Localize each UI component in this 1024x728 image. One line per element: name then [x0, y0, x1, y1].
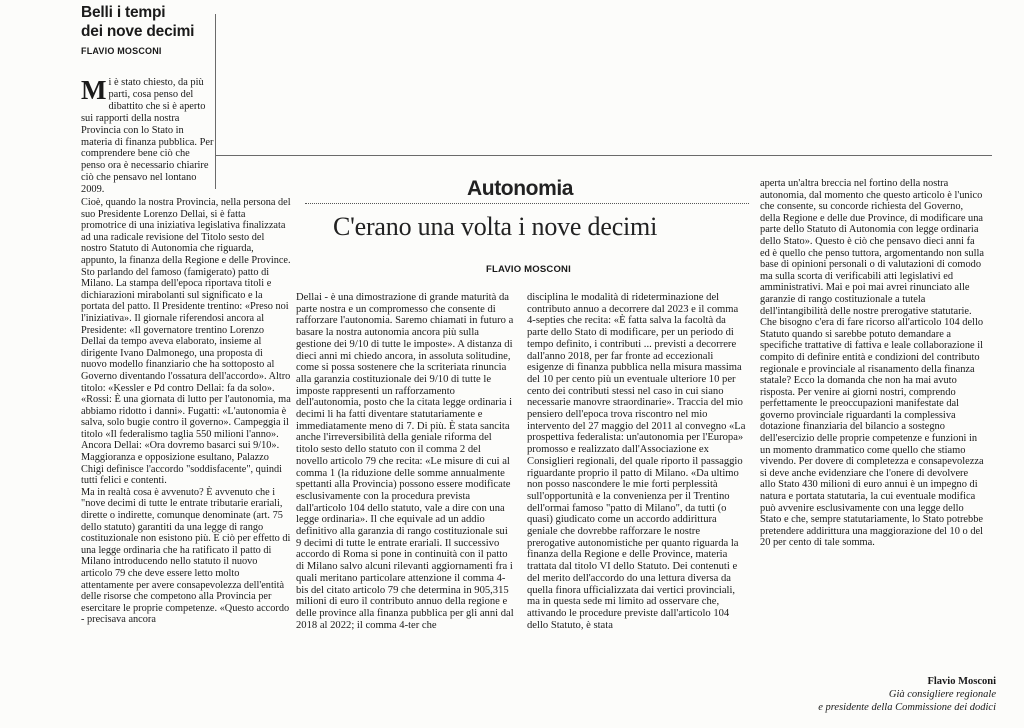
- article-column-2: disciplina le modalità di rideterminazione del contributo annuo a decorrere dal 2023 e il comma 4-septies che recita: «È fatta salva la facoltà da parte dello Stato di modificare, per un periodo di tempo definito, i contributi ... previsti a decorrere dall'anno 2018, per far fronte ad eccezionali esigenze di finanza pubblica nella misura massima del 10 per cento più un eventuale ulteriore 10 per cento dei contributi stessi nel caso in cui siano necessarie manovre straordinarie». Traccia del mio pensiero dell'epoca trova riscontro nel mio intervento del 27 maggio del 2011 al convegno «La prospettiva federalista: un'autonomia per l'Europa» promosso e realizzato dall'Associazione ex Consiglieri regionali, del quale riporto il passaggio riguardante proprio il patto di Milano. «Da ultimo non posso nascondere le mie forti perplessità sull'opportunità e la convenienza per il Trentino dell'ormai famoso "patto di Milano", da tutti (o quasi) giudicato come un accordo addirittura geniale che dovrebbe rafforzare le nostre prerogative autonomistiche per quanto riguarda la finanza della Regione e delle Province, materia trattata dal titolo VI dello Statuto. Dei contenuti e del merito dell'accordo do una lettura diversa da quella finora ufficializzata dai vertici provinciali, ma in questa sede mi limito ad osservare che, attivando le procedure previste dall'articolo 104 dello Statuto, è stata: [527, 292, 746, 631]
- old-article-byline: FLAVIO MOSCONI: [81, 46, 162, 56]
- old-title-line-2: dei nove decimi: [81, 23, 195, 40]
- old-article-body: [81, 197, 291, 626]
- header-rule: [216, 155, 992, 156]
- signature-role-2: e presidente della Commissione dei dodici: [818, 702, 996, 713]
- old-article-intro: [81, 77, 214, 196]
- signature-role-1: Già consigliere regionale: [888, 689, 996, 700]
- kicker: Autonomia: [467, 177, 574, 200]
- intro-text: i è stato chiesto, da più parti, cosa penso del dibattito che si è aperto sui rapporti della nostra Provincia con lo Stato in materia di finanza pubblica. Per comprendere bene ciò che penso ora è necessario chiarire ciò che pensavo nel lontano 2009.: [81, 77, 214, 196]
- article-column-1: Dellai - è una dimostrazione di grande maturità da parte nostra e un compromesso che consente di rafforzare l'autonomia. Saremo chiamati in futuro a basare la nostra autonomia ancora più sulla gestione dei 9/10 di tutte le imposte». A distanza di dieci anni mi chiedo ancora, in assoluta solitudine, come si possa sostenere che la scriteriata rinuncia alla garanzia costituzionale dei 9/10 di tutte le imposte rappresenti un rafforzamento dell'autonomia, posto che la citata legge ordinaria i decimi li ha fatti diventare statutariamente e immediatamente meno di 7. Di più. È stata sancita anche l'irreversibilità della geniale riforma del titolo sesto dello statuto con il comma 2 del novello articolo 79 che recita: «Le misure di cui al comma 1 (la riduzione delle somme annualmente spettanti alla Provincia) possono essere modificate esclusivamente con la procedura prevista dall'articolo 104 dello statuto, vale a dire con una legge ordinaria». Il che equivale ad un addio definitivo alla garanzia di rango costituzionale sui 9 decimi di tutte le entrate erariali. Il successivo accordo di Roma si pone in continuità con il patto di Milano salvo alcuni rilevanti aggiornamenti fra i quali meritano particolare attenzione il comma 4-bis del citato articolo 79 che determina in 905,315 milioni di euro il contributo annuo della regione e delle province alla finanza pubblica per gli anni dal 2018 al 2022; il comma 4-ter che: [296, 292, 514, 631]
- kicker-dotted-rule: [305, 203, 749, 204]
- old-article-side-rule: [215, 14, 216, 189]
- dropcap: M: [81, 75, 107, 105]
- old-title-line-1: Belli i tempi: [81, 4, 166, 21]
- old-body-paragraph: Ma in realtà cosa è avvenuto? È avvenuto che i "nove decimi di tutte le entrate tributarie erariali, dirette o indirette, comunque denominate (art. 75 dello statuto) garantiti da una legge di rango costituzionale non esistono più. E ciò per effetto di una legge ordinaria che ha ratificato il patto di Milano introducendo nello statuto il nuovo articolo 79 che deve essere letto molto attentamente per avere consapevolezza dell'entità delle risorse che competono alla Provincia per esercitare le proprie competenze. «Questo accordo - precisava ancora: [81, 486, 291, 626]
- byline: FLAVIO MOSCONI: [486, 264, 571, 275]
- headline: C'erano una volta i nove decimi: [333, 212, 658, 241]
- article-column-3: aperta un'altra breccia nel fortino della nostra autonomia, dal momento che questo articolo è l'unico che consente, su concorde richiesta del Governo, della Regione e delle due Province, di modificare una parte dello Statuto di Autonomia con legge ordinaria dello Stato». Questo è ciò che pensavo dieci anni fa ed è quello che penso tuttora, argomentando non sulla base di opinioni personali o di valutazioni di comodo ma sulla scorta di verificabili atti legislativi ed amministrativi. Mai e poi mai avrei rinunciato alle garanzie di rango costituzionale a tutela dell'intangibilità delle nostre prerogative statutarie. Che bisogno c'era di fare ricorso all'articolo 104 dello Statuto quando si sarebbe potuto demandare a specifiche trattative di fattiva e leale collaborazione il compito di definire entità e condizioni del contributo regionale e provinciale al risanamento della finanza statale? Ecco la domanda che non ha mai avuto risposta. Per venire ai giorni nostri, comprendo perfettamente le preoccupazioni manifestate dal governo provinciale riguardanti la complessiva dotazione finanziaria del bilancio a sostegno dell'esercizio delle proprie competenze e funzioni in un momento drammatico come quello che stiamo vivendo. Per dovere di completezza e consapevolezza si deve anche evidenziare che l'onere di devolvere allo Stato 430 milioni di euro annui è un impegno di natura e portata statutaria, la cui eventuale modifica può avvenire esclusivamente con una legge dello Stato e che, sempre statutariamente, lo Stato potrebbe pretendere addirittura una maggiorazione del 10 o del 20 per cento di tale somma.: [760, 178, 985, 549]
- old-article-title: [81, 3, 194, 41]
- signature-name: Flavio Mosconi: [927, 676, 996, 687]
- old-body-paragraph: Cioè, quando la nostra Provincia, nella persona del suo Presidente Lorenzo Dellai, si è fatta promotrice di una iniziativa legislativa finalizzata ad una radicale revisione del Titolo sesto del nostro Statuto di Autonomia che riguarda, appunto, la finanza della Regione e delle Province. Sto parlando del famoso (famigerato) patto di Milano. La stampa dell'epoca riportava titoli e dichiarazioni mirabolanti sul significato e la portata del patto. Il Presidente trentino: «Preso noi l'iniziativa». Il giornale riferendosi ancora al Presidente: «Il governatore trentino Lorenzo Dellai da tempo aveva elaborato, insieme al dirigente Ivano Dalmonego, una proposta di nuovo modello finanziario che ha sottoposto al Governo diventando l'ossatura dell'accordo». Altro titolo: «Kessler e Pd contro Dellai: fa da solo». «Rossi: È una giornata di lutto per l'autonomia, ma abbiamo ridotto i danni». Fugatti: «L'autonomia è salva, solo bugie contro il governo». Campeggia il titolo «Il federalismo taglia 550 milioni l'anno». Ancora Dellai: «Ora dovremo basarci sui 9/10». Maggioranza e opposizione esultano, Palazzo Chigi definisce l'accordo "soddisfacente", quindi tutti felici e contenti.: [81, 197, 291, 487]
